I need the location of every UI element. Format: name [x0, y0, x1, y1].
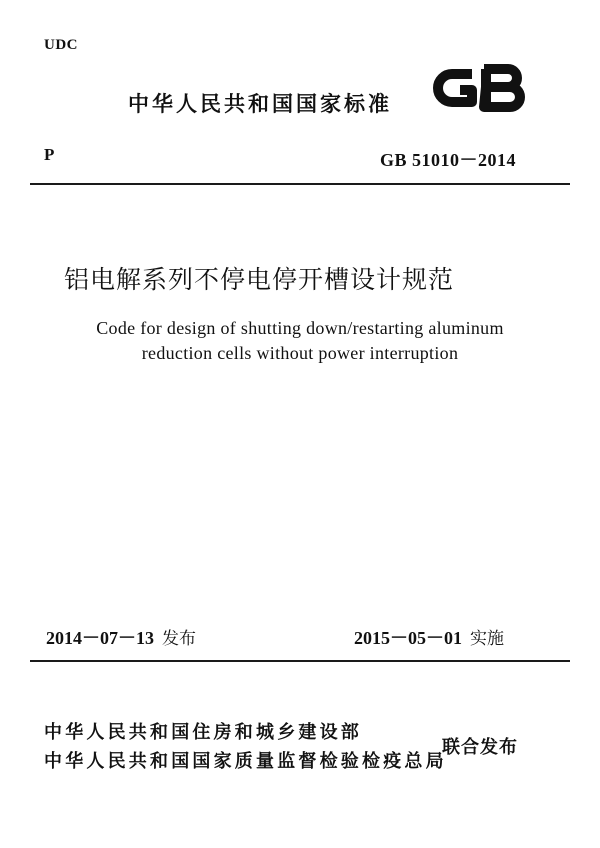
issue-date: 2014－07－13	[46, 628, 154, 648]
implement-label: 实施	[470, 629, 504, 649]
implement-date-block	[354, 624, 504, 650]
standard-number: GB 51010－2014	[380, 150, 517, 170]
implement-date: 2015－05－01	[354, 628, 462, 648]
classification-letter: P	[44, 145, 55, 164]
issue-date-block	[46, 624, 196, 650]
udc-label: UDC	[44, 37, 78, 53]
top-divider	[30, 183, 570, 185]
title-chinese: 铝电解系列不停电停开槽设计规范	[64, 265, 455, 294]
gb-logo	[430, 62, 526, 114]
issue-label: 发布	[162, 629, 196, 649]
issuer-aqsiq: 中华人民共和国国家质量监督检验检疫总局	[44, 751, 447, 772]
title-english-line1: Code for design of shutting down/restarting aluminum	[96, 318, 504, 338]
title-english-line2: reduction cells without power interruption	[141, 343, 459, 363]
issuer-ministry-housing: 中华人民共和国住房和城乡建设部	[44, 722, 362, 743]
national-standard-heading: 中华人民共和国国家标准	[128, 92, 392, 116]
joint-issue-label: 联合发布	[442, 737, 518, 758]
bottom-divider	[30, 660, 570, 662]
